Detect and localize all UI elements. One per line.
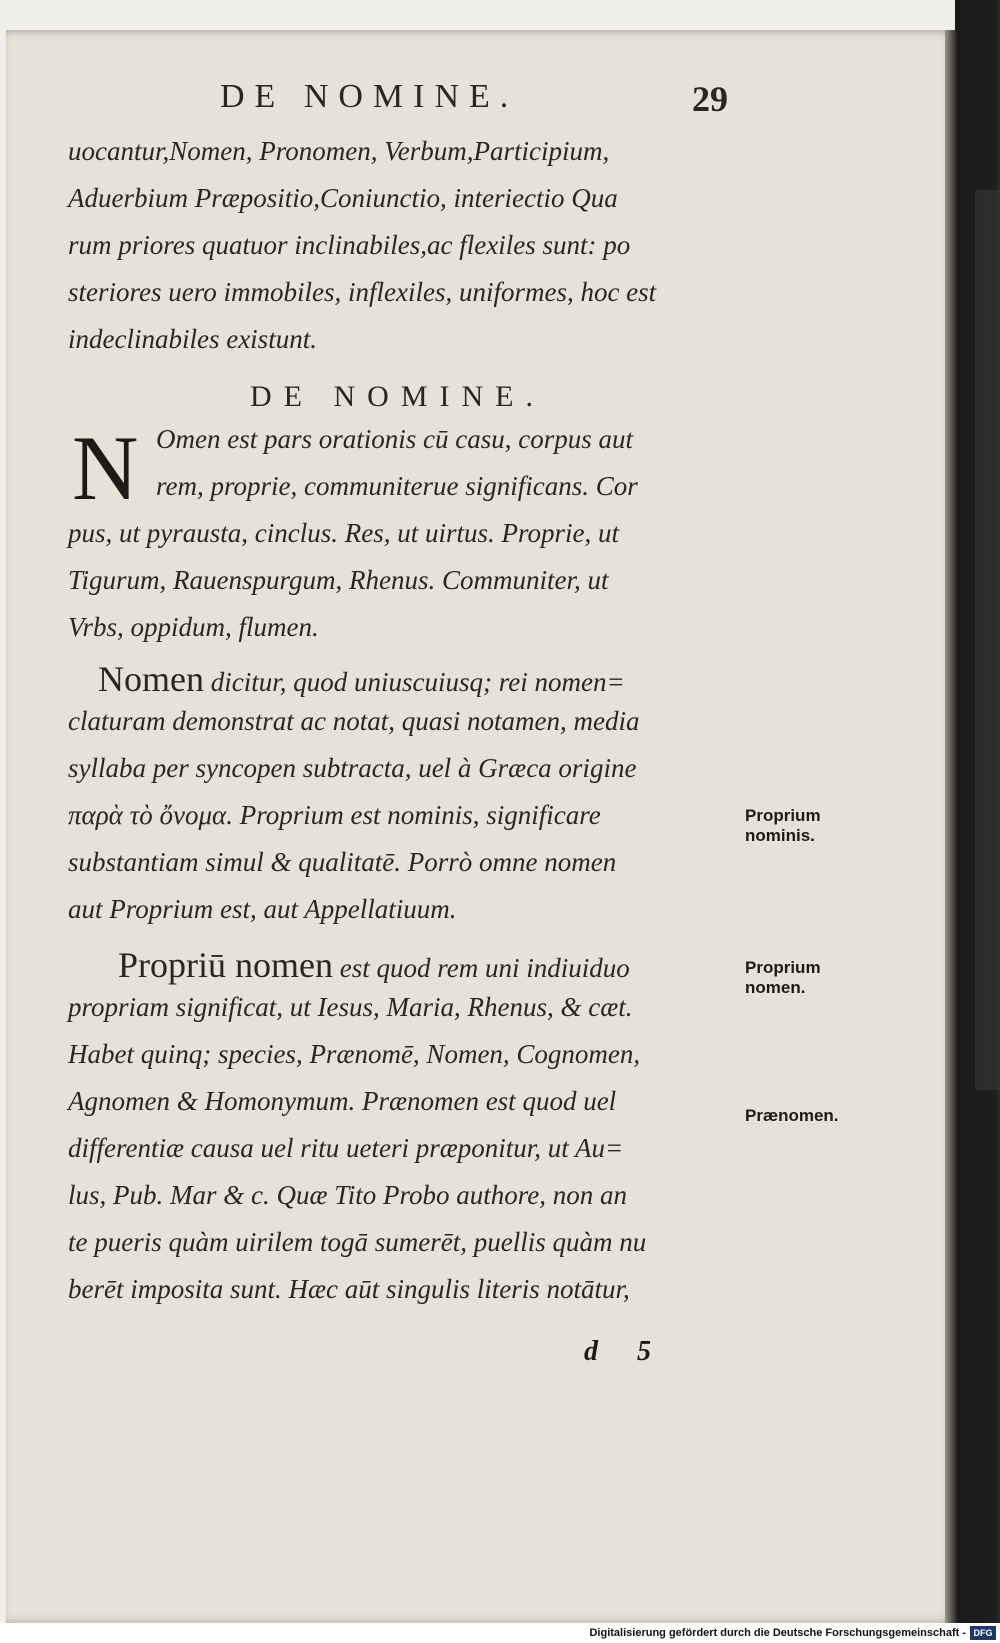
para2-line-2: claturam demonstrat ac notat, quasi notamen, media [68, 706, 640, 736]
margin-note-proprium-nominis [745, 806, 821, 846]
scan-adjacent-page [975, 190, 1000, 1090]
para1-line-2: rem, proprie, communiterue significans. Cor [156, 471, 638, 501]
margin-note-3-line-1: Prænomen. [745, 1106, 839, 1125]
intro-line-5: indeclinabiles existunt. [68, 324, 317, 354]
para2-line-5: substantiam simul & qualitatē. Porrò omne nomen [68, 847, 617, 877]
para1-line-3: pus, ut pyrausta, cinclus. Res, ut uirtus. Proprie, ut [68, 518, 619, 548]
dfg-logo: DFG [970, 1626, 996, 1640]
para2-line-3: syllaba per syncopen subtracta, uel à Græca origine [68, 753, 637, 783]
intro-line-2: Aduerbium Præpositio,Coniunctio, interiectio Qua [68, 183, 618, 213]
para2-line-6: aut Proprium est, aut Appellatiuum. [68, 894, 457, 924]
para3-line-4: Agnomen & Homonymum. Prænomen est quod uel [68, 1086, 617, 1116]
margin-note-1-line-1: Proprium [745, 806, 821, 825]
para3-lead: Propriū nomen [118, 945, 333, 985]
para3-line-2: propriam significat, ut Iesus, Maria, Rhenus, & cæt. [68, 992, 633, 1022]
para3-line-7: te pueris quàm uirilem togā sumerēt, puellis quàm nu [68, 1227, 647, 1257]
para3-line-3: Habet quinq; species, Prænomē, Nomen, Cognomen, [68, 1039, 641, 1069]
para3-line-1 [118, 944, 630, 986]
para3-line-6: lus, Pub. Mar & c. Quæ Tito Probo authore, non an [68, 1180, 628, 1210]
intro-line-3: rum priores quatuor inclinabiles,ac flexiles sunt: po [68, 230, 631, 260]
intro-line-1: uocantur,Nomen, Pronomen, Verbum,Participium, [68, 136, 610, 166]
margin-note-1-line-2: nominis. [745, 826, 815, 845]
margin-note-praenomen [745, 1106, 839, 1126]
margin-note-2-line-1: Proprium [745, 958, 821, 977]
page-edge-shadow [945, 30, 957, 1623]
section-title: DE NOMINE. [250, 380, 545, 413]
para2-line-1-text: dicitur, quod uniuscuiusq; rei nomen= [203, 667, 625, 697]
para2-line-1 [98, 658, 625, 700]
para3-line-5: differentiæ causa uel ritu ueteri præponitur, ut Au= [68, 1133, 624, 1163]
para2-lead: Nomen [98, 659, 204, 699]
page-number: 29 [692, 79, 728, 119]
signature-mark: d 5 [584, 1336, 667, 1367]
para2-line-4: παρὰ τὸ ὄνομα. Proprium est nominis, significare [68, 800, 601, 830]
para3-line-8: berēt imposita sunt. Hæc aūt singulis literis notātur, [68, 1274, 630, 1304]
running-head: DE NOMINE. [220, 78, 519, 115]
footer-credit: Digitalisierung gefördert durch die Deutsche Forschungsgemeinschaft - [589, 1627, 966, 1639]
para3-line-1-text: est quod rem uni indiuiduo [332, 953, 630, 983]
margin-note-2-line-2: nomen. [745, 978, 806, 997]
margin-note-proprium-nomen [745, 958, 821, 998]
para1-line-4: Tigurum, Rauenspurgum, Rhenus. Communiter, ut [68, 565, 609, 595]
intro-line-4: steriores uero immobiles, inflexiles, uniformes, hoc est [68, 277, 657, 307]
drop-cap: N [72, 417, 139, 519]
para1-line-5: Vrbs, oppidum, flumen. [68, 612, 319, 642]
para1-line-1: Omen est pars orationis cū casu, corpus aut [156, 424, 633, 454]
